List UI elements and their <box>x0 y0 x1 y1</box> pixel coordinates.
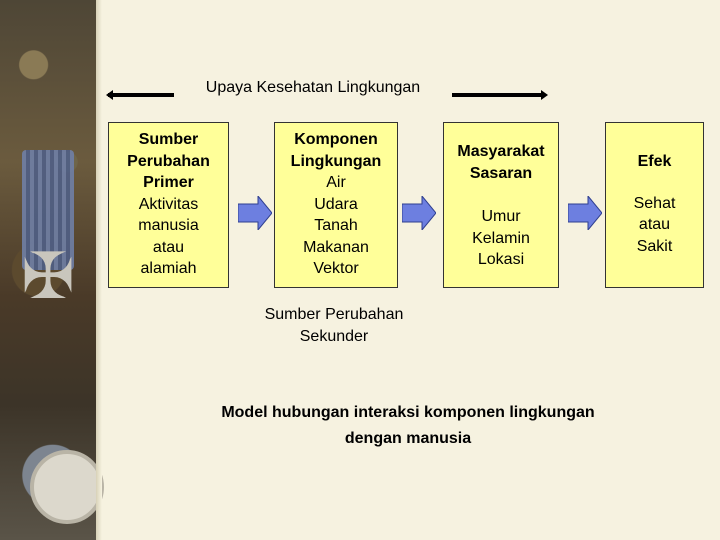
caption-line: dengan manusia <box>344 430 472 447</box>
box-title-line: Sumber <box>138 131 199 148</box>
box-item: Vektor <box>313 260 359 277</box>
box-item: Sehat <box>633 194 676 212</box>
box-item: Sakit <box>636 237 673 255</box>
secondary-line: Sekunder <box>299 328 369 345</box>
box-title-line: Lingkungan <box>290 152 382 170</box>
side-image-edge <box>96 0 102 540</box>
right-pointing-arrow <box>452 93 542 97</box>
box-komponen-lingkungan <box>274 122 398 288</box>
box-item: Aktivitas <box>138 195 199 213</box>
secondary-source-label <box>244 304 424 348</box>
box-masyarakat-sasaran <box>443 122 559 288</box>
box-title-line: Sasaran <box>469 164 533 182</box>
block-arrow-right-icon <box>402 196 436 230</box>
box-efek <box>605 122 704 288</box>
secondary-line: Sumber Perubahan <box>264 306 404 323</box>
box-item: Air <box>326 174 346 191</box>
box-item: manusia <box>138 217 199 234</box>
box-sumber-perubahan-primer <box>108 122 229 288</box>
box-title-line: Komponen <box>294 131 378 148</box>
block-arrow-right-icon <box>238 196 272 230</box>
maltese-cross-icon: ✠ <box>21 240 75 312</box>
box-item: Makanan <box>303 238 369 256</box>
decorative-side-image <box>0 0 96 540</box>
box-item: atau <box>152 238 185 256</box>
caption-line: Model hubungan interaksi komponen lingkungan <box>221 404 595 421</box>
left-pointing-arrow <box>108 93 174 97</box>
diagram-title: Upaya Kesehatan Lingkungan <box>205 79 421 96</box>
box-title-line: Perubahan <box>127 152 210 170</box>
box-title-line: Masyarakat <box>457 143 545 160</box>
compass-icon <box>30 450 104 524</box>
box-item: atau <box>638 216 671 233</box>
box-item: Lokasi <box>477 251 525 268</box>
box-item: Umur <box>481 208 521 225</box>
box-item: Udara <box>314 195 358 213</box>
box-item: Tanah <box>314 217 358 234</box>
diagram-caption <box>180 400 636 452</box>
box-title-line: Primer <box>143 174 194 191</box>
box-title-line: Efek <box>637 153 672 170</box>
box-item: Kelamin <box>472 229 530 247</box>
block-arrow-right-icon <box>568 196 602 230</box>
box-item: alamiah <box>140 260 197 277</box>
